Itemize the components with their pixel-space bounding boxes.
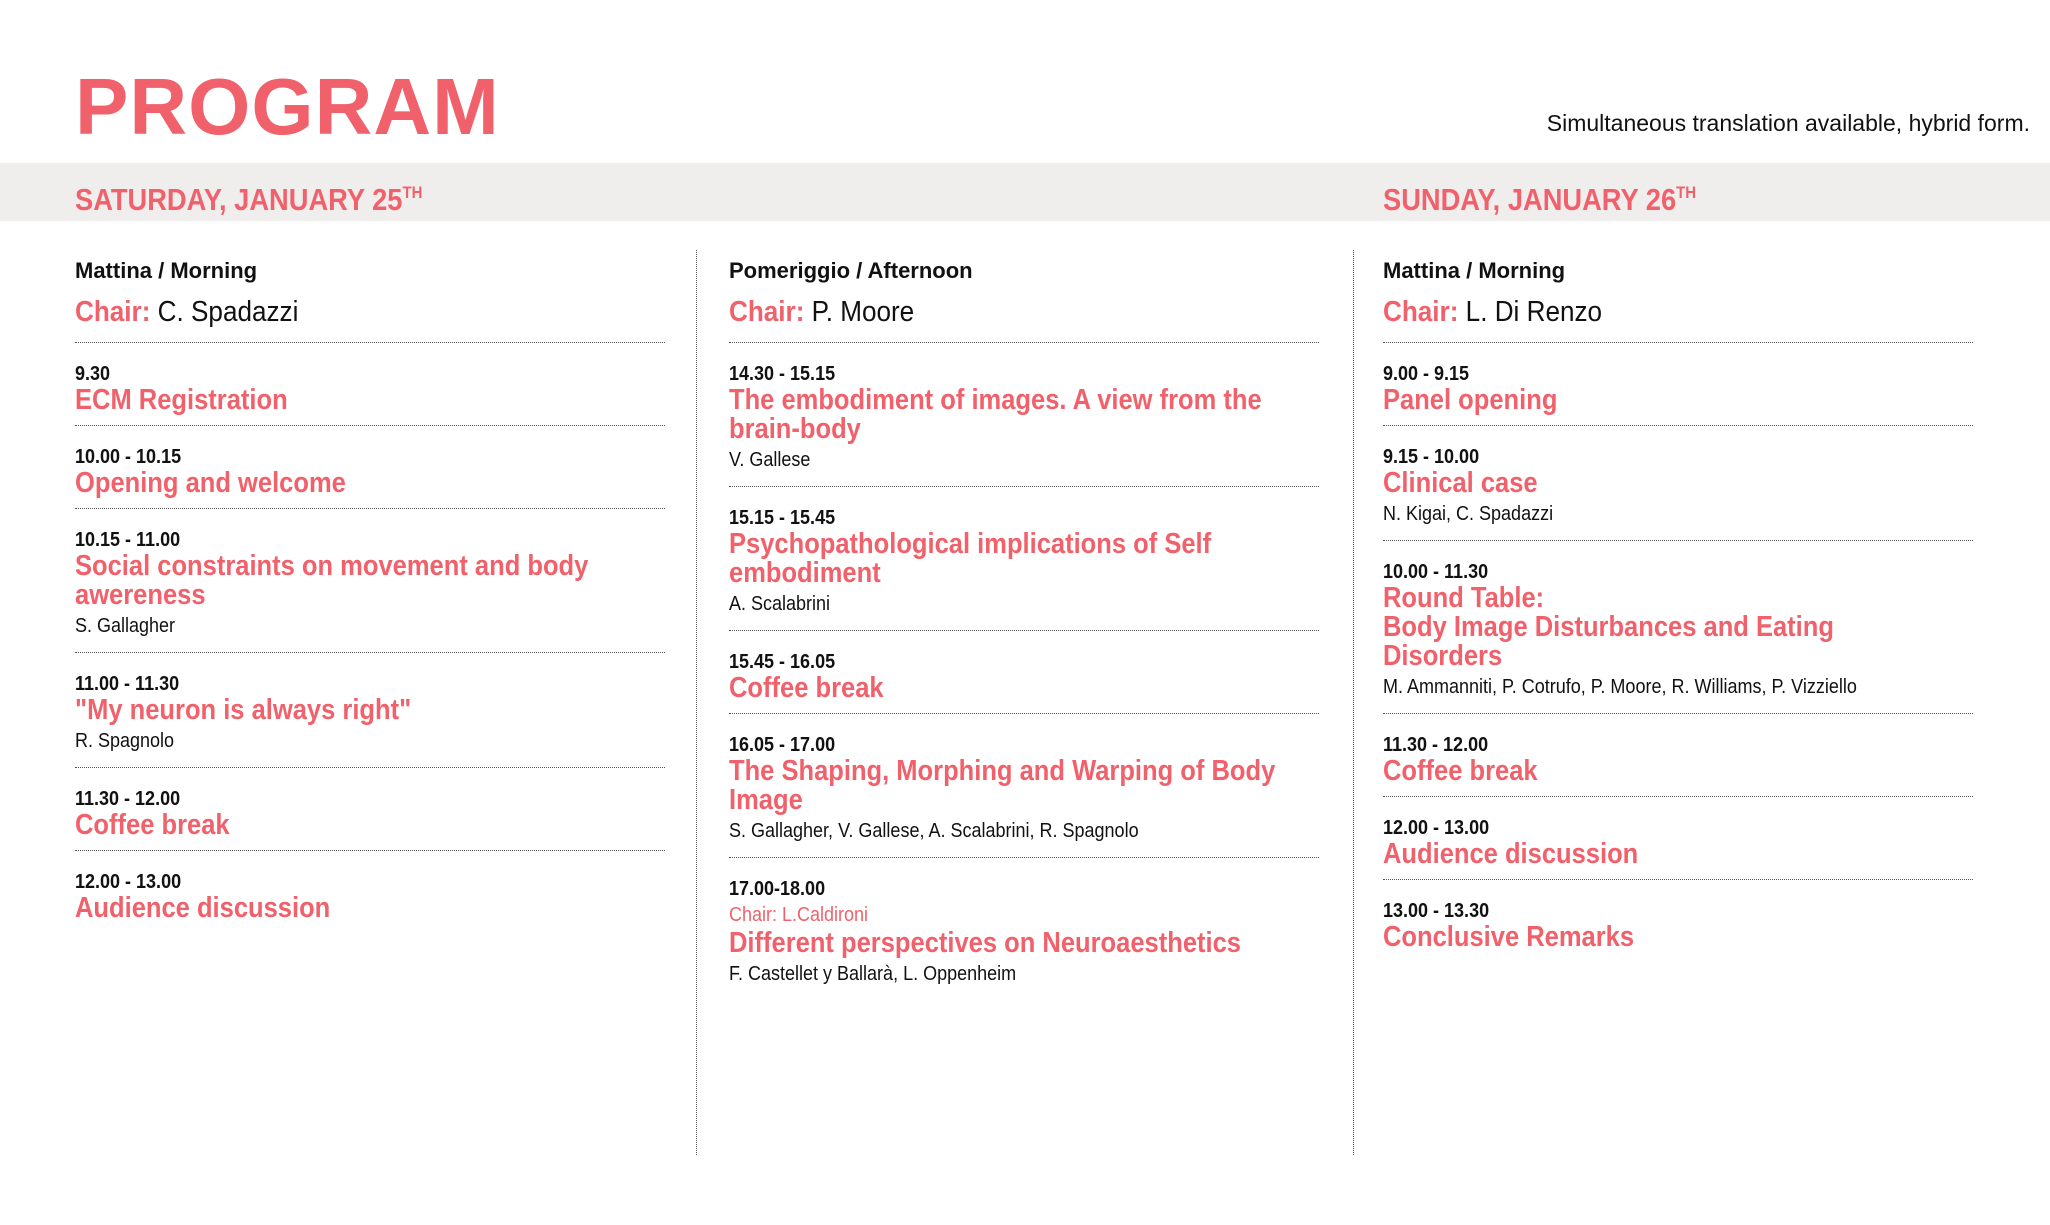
schedule-item xyxy=(75,652,665,767)
page-title: PROGRAM xyxy=(75,62,500,151)
column-divider xyxy=(1353,250,1354,1155)
schedule-item xyxy=(75,767,665,850)
schedule-item xyxy=(75,342,665,425)
period-heading: Mattina / Morning xyxy=(1383,258,1566,283)
period-heading: Mattina / Morning xyxy=(75,258,258,283)
item-title: The embodiment of images. A view from the brain-body xyxy=(729,384,1262,445)
item-time: 9.00 - 9.15 xyxy=(1383,363,1470,385)
item-title: Conclusive Remarks xyxy=(1383,921,1635,953)
schedule-item xyxy=(1383,540,1973,713)
period-heading: Pomeriggio / Afternoon xyxy=(729,258,973,283)
item-title: ECM Registration xyxy=(75,384,288,416)
item-title: Clinical case xyxy=(1383,467,1538,499)
item-time: 12.00 - 13.00 xyxy=(75,871,182,893)
item-title: Different perspectives on Neuroaesthetics xyxy=(729,927,1241,959)
item-speakers: V. Gallese xyxy=(729,449,811,471)
schedule-item xyxy=(1383,796,1973,879)
schedule-column-saturday-afternoon xyxy=(729,256,1319,1000)
translation-note: Simultaneous translation available, hybrid form. xyxy=(1546,110,2030,136)
item-time: 11.30 - 12.00 xyxy=(1383,734,1489,756)
item-time: 11.00 - 11.30 xyxy=(75,673,180,695)
item-title: Coffee break xyxy=(729,672,884,704)
column-divider xyxy=(696,250,697,1155)
schedule-column-sunday-morning xyxy=(1383,256,1973,962)
schedule-item xyxy=(1383,713,1973,796)
schedule-item xyxy=(729,713,1319,857)
item-speakers: M. Ammanniti, P. Cotrufo, P. Moore, R. Williams, P. Vizziello xyxy=(1383,676,1857,698)
item-title: Audience discussion xyxy=(1383,838,1639,870)
item-title: The Shaping, Morphing and Warping of Body Image xyxy=(729,755,1276,816)
item-speakers: S. Gallagher xyxy=(75,615,176,637)
item-time: 10.15 - 11.00 xyxy=(75,529,181,551)
day-heading-saturday: SATURDAY, JANUARY 25TH xyxy=(75,182,423,217)
item-title: Audience discussion xyxy=(75,892,331,924)
schedule-item xyxy=(1383,425,1973,540)
item-time: 14.30 - 15.15 xyxy=(729,363,836,385)
schedule-column-saturday-morning xyxy=(75,256,665,933)
schedule-item xyxy=(729,486,1319,630)
item-time: 17.00-18.00 xyxy=(729,878,826,900)
schedule-item xyxy=(75,508,665,652)
item-title: Coffee break xyxy=(75,809,230,841)
item-time: 15.15 - 15.45 xyxy=(729,507,836,529)
schedule-item xyxy=(729,630,1319,713)
item-speakers: A. Scalabrini xyxy=(729,593,831,615)
item-speakers: S. Gallagher, V. Gallese, A. Scalabrini, R. Spagnolo xyxy=(729,820,1139,842)
item-time: 10.00 - 11.30 xyxy=(1383,561,1489,583)
schedule-item xyxy=(1383,342,1973,425)
schedule-item xyxy=(75,850,665,933)
item-speakers: N. Kigai, C. Spadazzi xyxy=(1383,503,1554,525)
item-time: 9.15 - 10.00 xyxy=(1383,446,1480,468)
schedule-item xyxy=(729,342,1319,486)
item-time: 15.45 - 16.05 xyxy=(729,651,836,673)
item-title: "My neuron is always right" xyxy=(75,694,412,726)
schedule-item xyxy=(729,857,1319,1000)
session-chair: Chair: L. Di Renzo xyxy=(1383,296,1603,328)
item-time: 11.30 - 12.00 xyxy=(75,788,181,810)
item-title: Round Table: Body Image Disturbances and Eating Disorders xyxy=(1383,582,1834,672)
item-time: 10.00 - 10.15 xyxy=(75,446,182,468)
item-time: 13.00 - 13.30 xyxy=(1383,900,1490,922)
item-title: Panel opening xyxy=(1383,384,1558,416)
schedule-item xyxy=(75,425,665,508)
day-heading-sunday: SUNDAY, JANUARY 26TH xyxy=(1383,182,1697,217)
item-title: Social constraints on movement and body awereness xyxy=(75,550,589,611)
item-title: Coffee break xyxy=(1383,755,1538,787)
session-chair: Chair: C. Spadazzi xyxy=(75,296,299,328)
item-title: Opening and welcome xyxy=(75,467,346,499)
item-time: 16.05 - 17.00 xyxy=(729,734,836,756)
item-time: 12.00 - 13.00 xyxy=(1383,817,1490,839)
item-speakers: R. Spagnolo xyxy=(75,730,175,752)
item-title: Psychopathological implications of Self embodiment xyxy=(729,528,1212,589)
session-chair: Chair: P. Moore xyxy=(729,296,915,328)
item-time: 9.30 xyxy=(75,363,111,385)
item-chair: Chair: L.Caldironi xyxy=(729,904,869,926)
item-speakers: F. Castellet y Ballarà, L. Oppenheim xyxy=(729,963,1017,985)
schedule-item xyxy=(1383,879,1973,962)
